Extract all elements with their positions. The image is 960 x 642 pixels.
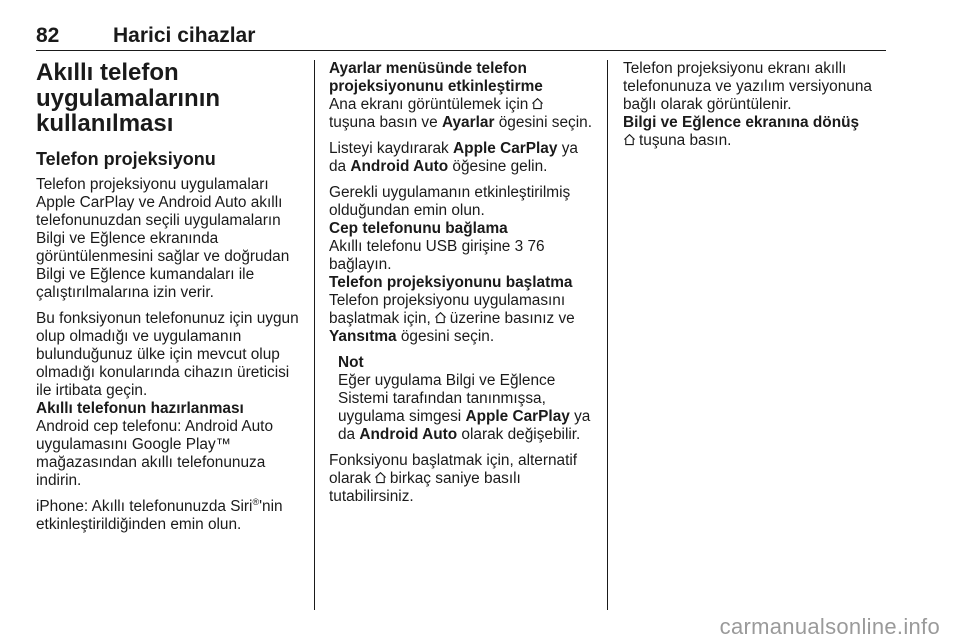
heading-settings: Ayarlar menüsünde telefon projeksiyonunu etkinleştirme: [329, 60, 543, 95]
home-icon: [623, 133, 636, 146]
column-divider: [314, 60, 315, 610]
page-title: Akıllı telefon uygulamalarının kullanılması: [36, 59, 221, 137]
column-1: [36, 60, 300, 534]
column-2: [329, 60, 593, 506]
note-label: Not: [338, 354, 364, 371]
heading-smartphone-prep: Akıllı telefonun hazırlanması: [36, 399, 244, 417]
page-reference: 3 76: [514, 238, 545, 255]
paragraph: Bu fonksiyonun telefonunuz için uygun olup olmadığı ve uygulamanın bulunduğunuz ülke için mevcut olup olmadığı konularında cihazın üreticisi ile irtibata geçin.: [36, 309, 299, 399]
paragraph: tuşuna basın.: [623, 132, 887, 150]
page-number: 82: [36, 24, 60, 47]
paragraph: Telefon projeksiyonu uygulamaları Apple CarPlay ve Android Auto akıllı telefonunuzdan seçili uygulamaların Bilgi ve Eğlence ekranında görüntülenmesini sağlar ve doğrudan Bilgi ve Eğlence kumandaları ile çalıştırılmalarına izin verir.: [36, 175, 290, 301]
paragraph: Telefon projeksiyonu uygulamasını başlatmak için, üzerine basınız ve Yansıtma ögesini seçin.: [329, 292, 575, 345]
watermark: carmanualsonline.info: [719, 614, 940, 639]
paragraph: Gerekli uygulamanın etkinleştirilmiş olduğundan emin olun.: [329, 184, 571, 219]
section-title: Harici cihazlar: [113, 24, 256, 47]
paragraph: iPhone: Akıllı telefonunuzda Siri®'nin etkinleştirildiğinden emin olun.: [36, 496, 283, 533]
column-3: [623, 60, 887, 150]
note-box: [338, 354, 593, 444]
paragraph: Ana ekranı görüntülemek için tuşuna basın ve Ayarlar ögesini seçin.: [329, 96, 592, 131]
heading-start: Telefon projeksiyonunu başlatma: [329, 274, 573, 291]
home-icon: [374, 471, 387, 484]
paragraph: Fonksiyonu başlatmak için, alternatif olarak birkaç saniye basılı tutabilirsiniz.: [329, 452, 578, 505]
paragraph: Telefon projeksiyonu ekranı akıllı telefonunuza ve yazılım versiyonuna bağlı olarak görüntülenir.: [623, 60, 872, 113]
column-divider: [607, 60, 608, 610]
note-text: Eğer uygulama Bilgi ve Eğlence Sistemi tarafından tanınmışsa, uygulama simgesi Apple CarPlay ya da Android Auto olarak değişebilir.: [338, 372, 591, 443]
paragraph: Akıllı telefonu USB girişine 3 76 bağlayın.: [329, 238, 545, 273]
home-icon: [434, 311, 447, 324]
heading-connect: Cep telefonunu bağlama: [329, 220, 508, 237]
header-divider: [36, 50, 886, 51]
paragraph: Listeyi kaydırarak Apple CarPlay ya da Android Auto öğesine gelin.: [329, 140, 578, 175]
paragraph: Android cep telefonu: Android Auto uygulamasını Google Play™ mağazasından akıllı telefonunuza indirin.: [36, 417, 274, 489]
home-icon: [531, 97, 544, 110]
heading-return: Bilgi ve Eğlence ekranına dönüş: [623, 114, 860, 131]
subtitle: Telefon projeksiyonu: [36, 148, 216, 169]
